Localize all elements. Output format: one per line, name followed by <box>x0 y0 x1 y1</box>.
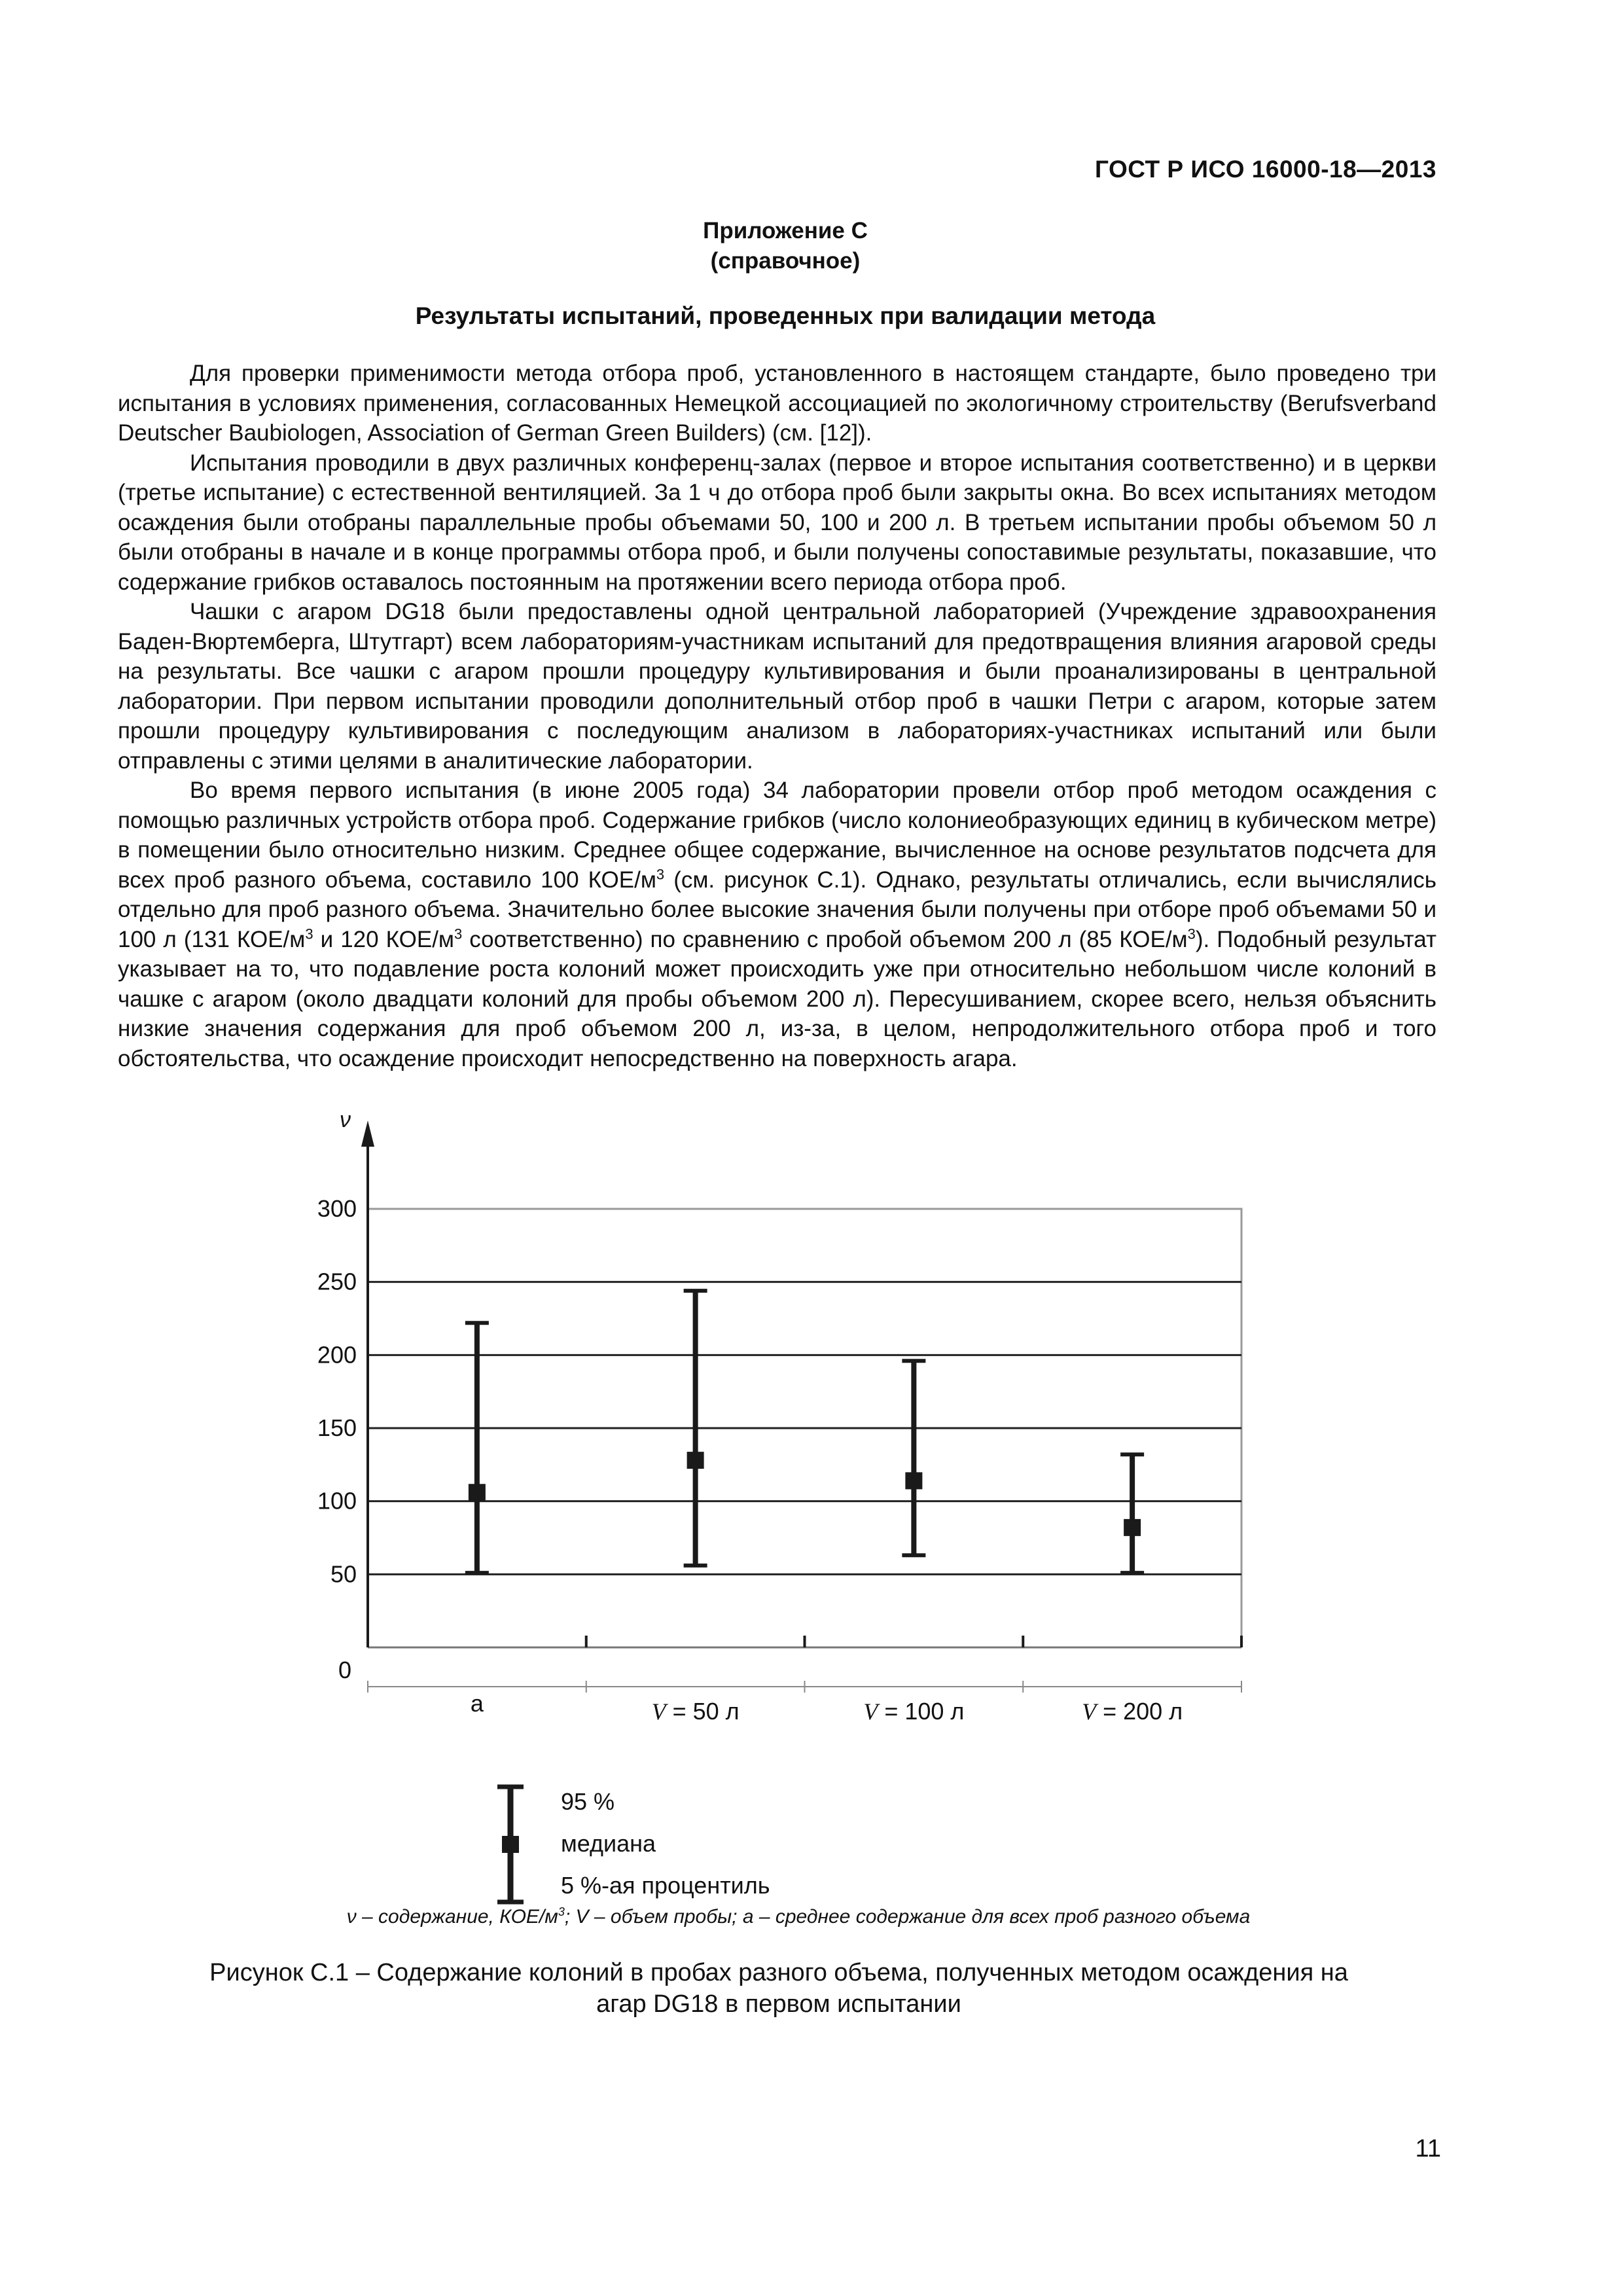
y-tick-label: 50 <box>330 1560 357 1588</box>
paragraph-4-part-d: соответственно) по сравнению с пробой объемом 200 л (85 КОЕ/м <box>462 926 1188 952</box>
legend-symbol <box>484 1767 537 1911</box>
note-part-2: ; V – объем пробы; a – среднее содержание для всех проб разного объема <box>564 1906 1251 1928</box>
caption-line-1: Рисунок С.1 – Содержание колоний в пробах разного объема, полученных методом осаждения на <box>209 1959 1348 1986</box>
x-tick-label: V = 200 л <box>1082 1698 1183 1725</box>
median-marker <box>687 1452 704 1469</box>
superscript: 3 <box>1187 925 1196 942</box>
figure-caption <box>0 1957 1558 2020</box>
annex-label: Приложение С <box>703 218 868 243</box>
paragraph-1: Для проверки применимости метода отбора проб, установленного в настоящем стандарте, было проведено три испытания в условиях применения, согласованных Немецкой ассоциацией по экологичному строительству (Berufsverband Deutscher Baubiologen, Association of German Green Builders) (см. [12]). <box>118 361 1436 446</box>
caption-line-2: агар DG18 в первом испытании <box>596 1990 961 2018</box>
x-tick-label: V = 50 л <box>651 1698 740 1725</box>
x-tick-label: V = 100 л <box>863 1698 965 1725</box>
paragraph-4 <box>118 776 1436 1073</box>
note-part-1: ν – содержание, КОЕ/м <box>346 1906 558 1928</box>
superscript: 3 <box>305 925 313 942</box>
body-text <box>118 359 1436 1073</box>
paragraph-3: Чашки с агаром DG18 были предоставлены одной центральной лабораторией (Учреждение здравоохранения Баден-Вюртемберга, Штутгарт) всем лабораториям-участникам испытаний для предотвращения влияния агаровой среды на результаты. Все чашки с агаром прошли процедуру культивирования и были проанализированы в центральной лаборатории. При первом испытании проводили дополнительный отбор проб в чашки Петри с агаром, которые затем прошли процедуру культивирования с последующим анализом в лабораториях-участниках испытаний или были отправлены с этими целями в аналитические лаборатории. <box>118 599 1436 774</box>
y-tick-label: 200 <box>317 1341 357 1369</box>
paragraph-4-part-a: Во время первого испытания (в июне 2005 года) 34 лаборатории провели отбор проб методом осаждения с помощью различных устройств отбора проб. Содержание грибков (число колониеобразующих единиц в кубическом метре) в помещении было относительно низким. Среднее общее содержание, вычисленное на основе результатов подсчета для всех проб разного объема, составило 100 КОЕ/м <box>118 778 1436 893</box>
paragraph-4-part-e: ). Подобный результат указывает на то, что подавление роста колоний может происходить уже при относительно небольшом числе колоний в чашке с агаром (около двадцати колоний для пробы объемом 200 л). Пересушиванием, скорее всего, нельзя объяснить низкие значения содержания для проб объемом 200 л, из-за, в целом, непродолжительного отбора проб и того обстоятельства, что осаждение происходит непосредственно на поверхность агара. <box>118 926 1436 1071</box>
median-marker <box>469 1484 486 1501</box>
median-marker <box>905 1472 922 1489</box>
legend-median-marker <box>502 1836 519 1853</box>
x-tick-label: a <box>470 1690 484 1717</box>
y-tick-label: 150 <box>317 1414 357 1441</box>
note-superscript: 3 <box>558 1905 565 1918</box>
legend-label-p95: 95 % <box>561 1788 615 1815</box>
legend-label-p5: 5 %-ая процентиль <box>561 1872 770 1899</box>
median-marker <box>1124 1519 1141 1536</box>
paragraph-4-part-b: (см. рисунок С.1). Однако, результаты отличались, если вычислялись отдельно для проб разного объема. Значительно более высокие значения были получены при отборе проб объемами 50 и 100 л (131 КОЕ/м <box>118 867 1436 952</box>
y-tick-label: 100 <box>317 1487 357 1515</box>
paragraph-2: Испытания проводили в двух различных конференц-залах (первое и второе испытания соответственно) и в церкви (третье испытание) с естественной вентиляцией. За 1 ч до отбора проб были закрыты окна. Во всех испытаниях методом осаждения были отобраны параллельные пробы объемами 50, 100 и 200 л. В третьем испытании пробы объемом 50 л были отобраны в начале и в конце программы отбора проб, и были получены сопоставимые результаты, показавшие, что содержание грибков оставалось постоянным на протяжении всего периода отбора проб. <box>118 450 1436 595</box>
legend-label-median: медиана <box>561 1830 656 1857</box>
figure-notes <box>0 1906 1597 1928</box>
figure-chart <box>262 1106 1283 1734</box>
y-axis-arrow <box>361 1121 374 1147</box>
y-tick-label: 250 <box>317 1268 357 1295</box>
annex-kind: (справочное) <box>710 248 861 274</box>
annex-title: Результаты испытаний, проведенных при валидации метода <box>415 302 1156 329</box>
y-axis-label: ν <box>340 1107 351 1132</box>
superscript: 3 <box>656 865 665 882</box>
standard-number: ГОСТ Р ИСО 16000-18—2013 <box>1094 156 1436 183</box>
superscript: 3 <box>454 925 463 942</box>
annex-heading <box>0 216 1571 276</box>
y-tick-label: 300 <box>317 1195 357 1222</box>
paragraph-4-part-c: и 120 КОЕ/м <box>313 926 454 952</box>
y-tick-label: 0 <box>338 1657 351 1683</box>
page-number: 11 <box>1415 2135 1441 2162</box>
